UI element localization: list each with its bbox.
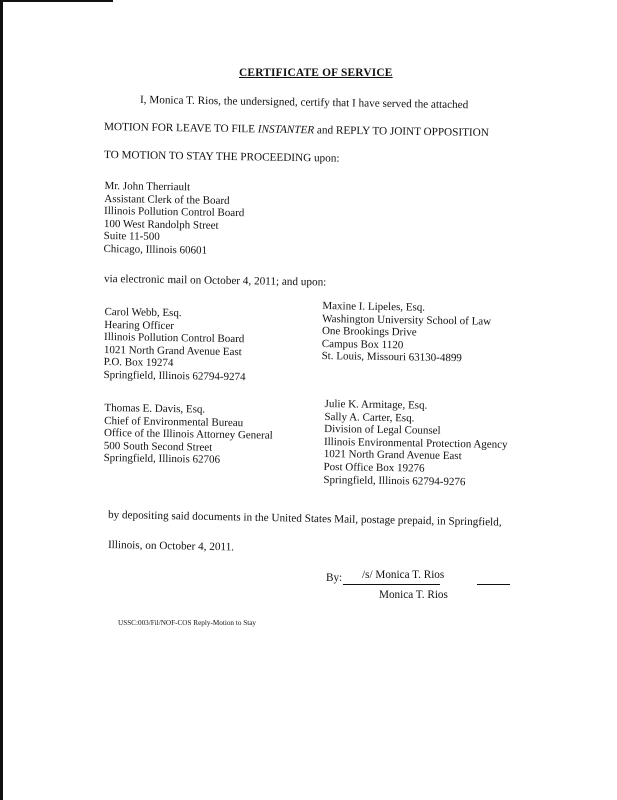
- address-line: 100 West Randolph Street: [103, 217, 219, 232]
- via-line: via electronic mail on October 4, 2011; and upon:: [103, 273, 327, 289]
- address-line: Suite 11-500: [103, 230, 160, 244]
- address-line: Post Office Box 19276: [323, 460, 425, 475]
- recipient-address-3: [104, 402, 274, 468]
- address-line: Springfield, Illinois 62706: [103, 452, 221, 467]
- address-line: Sally A. Carter, Esq.: [324, 410, 415, 425]
- footer-reference: USSC:003/Fil/NOF-COS Reply-Motion to Stay: [118, 619, 256, 627]
- printed-name: Monica T. Rios: [379, 589, 448, 601]
- closing-line-1: by depositing said documents in the United States Mail, postage prepaid, in Springfield,: [107, 509, 502, 529]
- closing-line-2: Illinois, on October 4, 2011.: [107, 539, 235, 554]
- scan-edge-top: [0, 0, 113, 2]
- address-line: 1021 North Grand Avenue East: [323, 448, 462, 463]
- address-line: Carol Webb, Esq.: [104, 306, 182, 320]
- address-line: Illinois Environmental Protection Agency: [323, 435, 508, 451]
- address-line: Illinois Pollution Control Board: [104, 331, 245, 346]
- address-line: Chicago, Illinois 60601: [103, 242, 208, 257]
- address-line: Division of Legal Counsel: [324, 423, 441, 438]
- address-line: Campus Box 1120: [321, 337, 404, 352]
- address-line: Office of the Illinois Attorney General: [103, 427, 273, 442]
- address-line: Thomas E. Davis, Esq.: [104, 402, 206, 416]
- address-line: One Brookings Drive: [321, 325, 417, 339]
- address-line: 500 South Second Street: [103, 439, 213, 454]
- address-line: P.O. Box 19274: [103, 356, 174, 370]
- address-line: Hearing Officer: [104, 318, 175, 332]
- document-title: CERTIFICATE OF SERVICE: [239, 67, 393, 79]
- recipient-address-2: [322, 300, 492, 366]
- motion-title-end: and REPLY TO JOINT OPPOSITION: [314, 124, 489, 140]
- address-line: Springfield, Illinois 62794-9276: [323, 473, 466, 488]
- motion-title-italic: INSTANTER: [257, 123, 315, 137]
- address-line: Springfield, Illinois 62794-9274: [103, 368, 246, 384]
- address-line: 1021 North Grand Avenue East: [103, 343, 242, 358]
- recipient-address-1: [103, 306, 246, 384]
- signature-line-end: [477, 584, 510, 585]
- signature-by-label: By:: [326, 572, 343, 584]
- address-line: Washington University School of Law: [322, 312, 492, 328]
- intro-line-3: TO MOTION TO STAY THE PROCEEDING upon:: [103, 149, 340, 165]
- intro-line-2: [104, 122, 489, 139]
- scan-edge-left: [0, 0, 3, 800]
- address-line: Julie K. Armitage, Esq.: [324, 398, 428, 412]
- address-line: Mr. John Therriault: [104, 180, 191, 194]
- recipient-address-4: [323, 398, 508, 489]
- address-line: St. Louis, Missouri 63130-4899: [321, 350, 462, 365]
- intro-line-1: I, Monica T. Rios, the undersigned, certify that I have served the attached: [139, 94, 469, 112]
- address-line: Illinois Pollution Control Board: [104, 205, 245, 220]
- primary-recipient-address: [103, 180, 244, 258]
- address-line: Assistant Clerk of the Board: [104, 192, 230, 207]
- address-line: Chief of Environmental Bureau: [104, 414, 244, 429]
- motion-title-start: MOTION FOR LEAVE TO FILE: [103, 121, 258, 136]
- electronic-signature: /s/ Monica T. Rios: [362, 569, 445, 581]
- signature-line: [343, 584, 440, 585]
- address-line: Maxine I. Lipeles, Esq.: [322, 300, 426, 314]
